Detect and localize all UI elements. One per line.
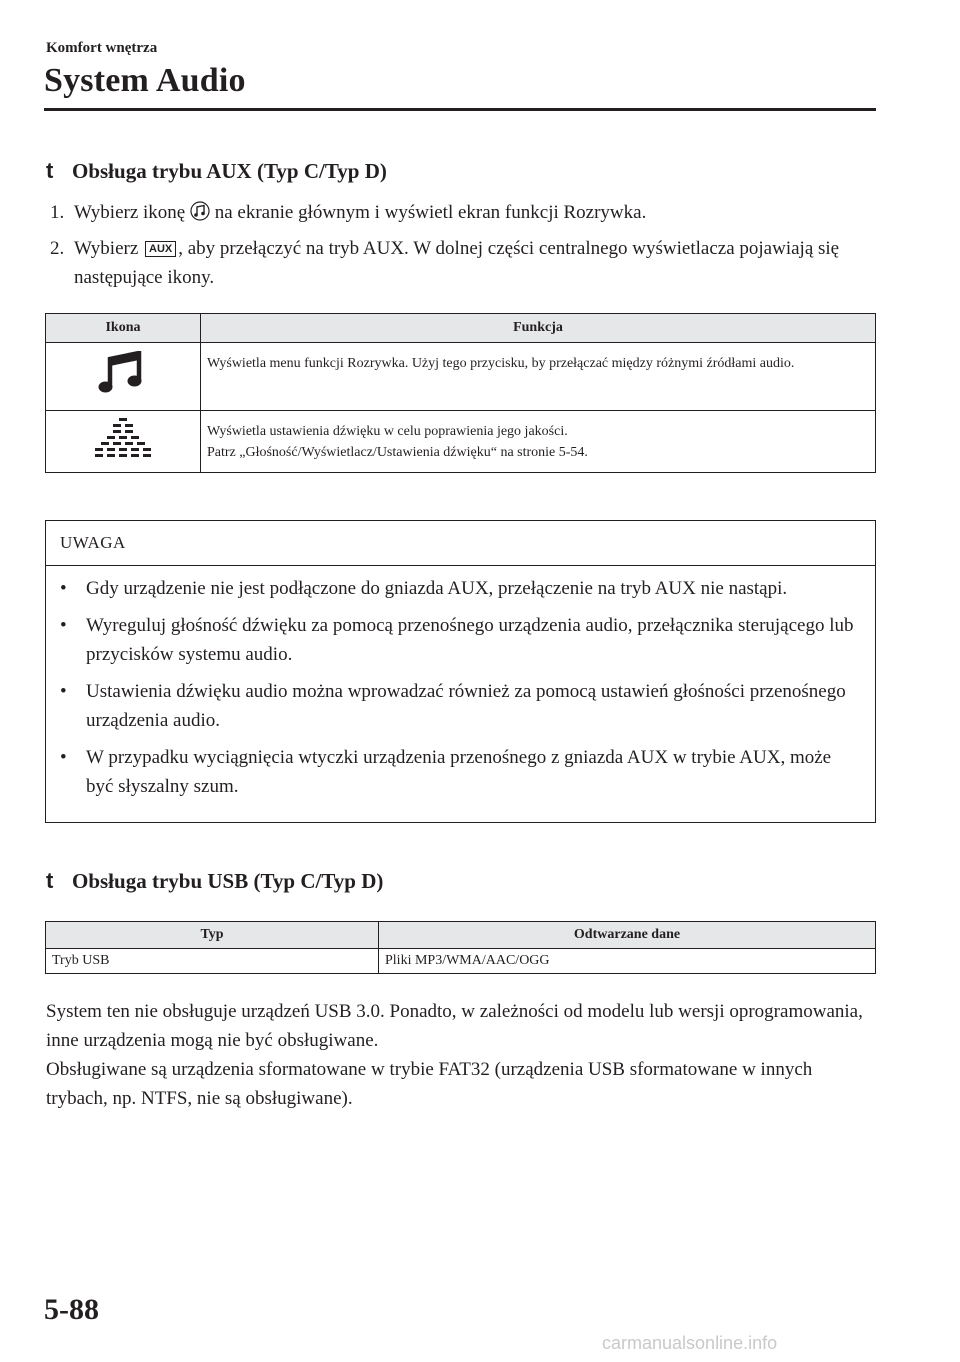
table-header: Funkcja [201,314,876,343]
step-2 [50,234,880,292]
function-description: Wyświetla menu funkcji Rozrywka. Użyj tego przycisku, by przełączać między różnymi źródłami audio. [201,343,876,411]
step-1 [50,198,880,227]
usb-description [46,997,876,1113]
step-text: Wybierz ikonę [74,202,186,223]
table-header-row [46,922,876,949]
page-number: 5-88 [44,1293,99,1326]
table-row [46,411,876,473]
list-item: • Ustawienia dźwięku audio można wprowadzać również za pomocą ustawień głośności przenośnego urządzenia audio. [46,677,875,735]
section-marker: t [46,868,54,893]
bullet: • [60,578,67,599]
watermark: carmanualsonline.info [602,1333,778,1353]
paragraph: Obsługiwane są urządzenia sformatowane w trybie FAT32 (urządzenia USB sformatowane w innych trybach, np. NTFS, nie są obsługiwane). [46,1059,813,1109]
table-header: Typ [46,922,379,949]
paragraph: System ten nie obsługuje urządzeń USB 3.0. Ponadto, w zależności od modelu lub wersji oprogramowania, inne urządzenia mogą nie być obsługiwane. [46,1001,863,1051]
page-title: System Audio [44,62,246,99]
step-number: 1. [50,202,65,223]
table-row [46,949,876,974]
category-label: Komfort wnętrza [46,40,158,56]
section-marker: t [46,158,54,183]
title-divider [44,108,876,111]
table-header: Ikona [46,314,201,343]
bullet: • [60,615,67,636]
function-reference: Patrz „Głośność/Wyświetlacz/Ustawienia dźwięku“ na stronie 5-54. [207,445,588,460]
bullet: • [60,747,67,768]
note-list [46,566,875,801]
usb-table [45,921,876,974]
section-title-aux: Obsługa trybu AUX (Typ C/Typ D) [72,158,387,183]
step-text: na ekranie głównym i wyświetl ekran funkcji Rozrywka. [214,202,647,223]
music-note-icon [97,351,149,395]
note-title: UWAGA [46,521,875,566]
section-heading-usb [46,868,383,894]
list-item: • Wyreguluj głośność dźwięku za pomocą przenośnego urządzenia audio, przełącznika sterującego lub przycisków systemu audio. [46,611,875,669]
section-heading-aux [46,158,387,184]
table-cell: Tryb USB [46,949,379,974]
section-title-usb: Obsługa trybu USB (Typ C/Typ D) [72,868,384,893]
step-text: , aby przełączyć na tryb AUX. W dolnej części centralnego wyświetlacza pojawiają się następujące ikony. [74,238,840,288]
table-header-row [46,314,876,343]
list-item: • Gdy urządzenie nie jest podłączone do gniazda AUX, przełączenie na tryb AUX nie nastąpi. [46,574,875,603]
list-item: • W przypadku wyciągnięcia wtyczki urządzenia przenośnego z gniazda AUX w trybie AUX, może być słyszalny szum. [46,743,875,801]
bullet: • [60,681,67,702]
function-description: Wyświetla ustawienia dźwięku w celu poprawienia jego jakości. [207,424,568,439]
step-number: 2. [50,238,65,259]
table-header: Odtwarzane dane [379,922,876,949]
step-text: Wybierz [74,238,139,259]
table-row [46,343,876,411]
aux-badge-icon: AUX [145,241,176,257]
icon-function-table [45,313,876,473]
table-cell: Pliki MP3/WMA/AAC/OGG [379,949,876,974]
note-box [45,520,876,823]
equalizer-icon [95,416,151,460]
music-note-icon [190,201,210,221]
